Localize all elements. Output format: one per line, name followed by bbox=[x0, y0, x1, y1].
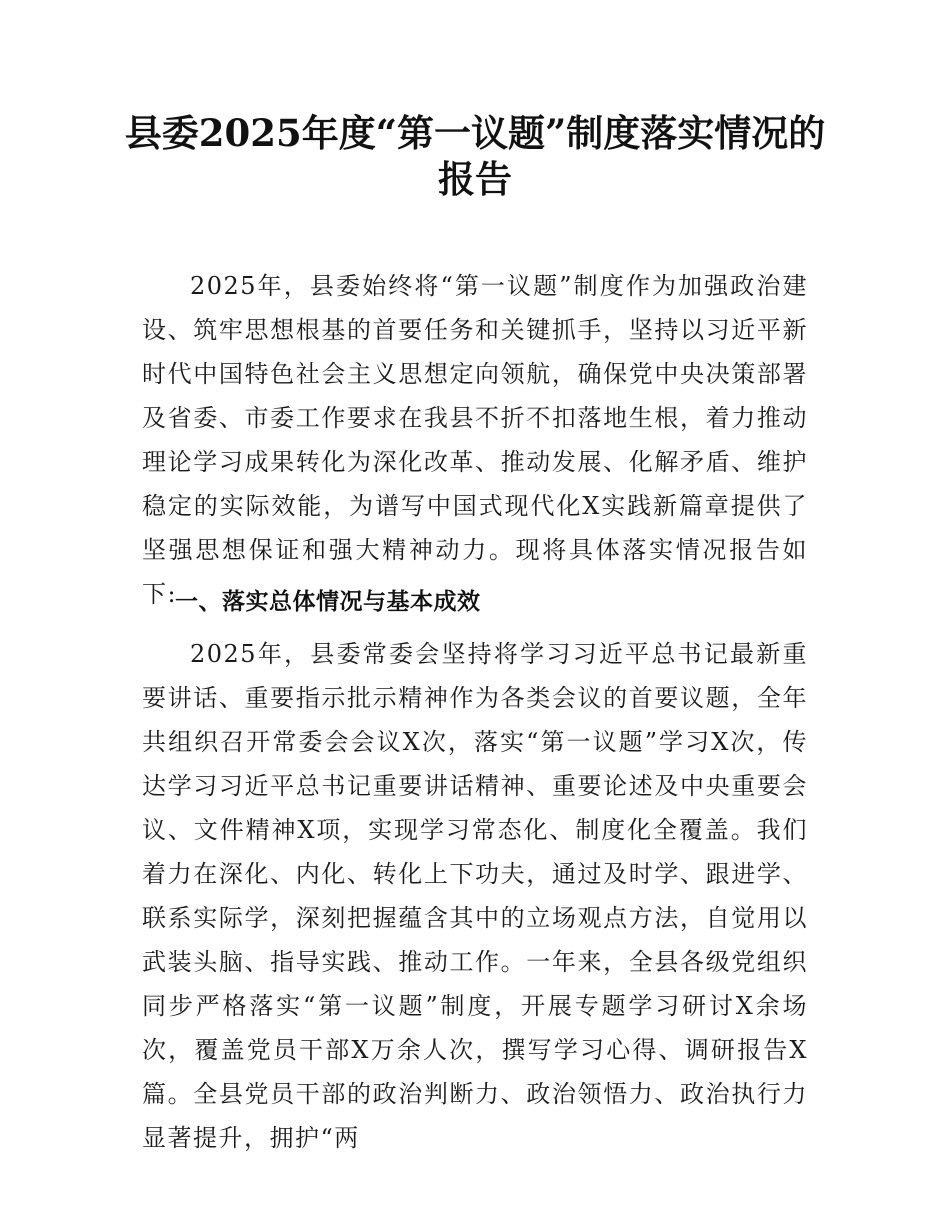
document-title bbox=[120, 110, 830, 202]
title-line-2: 报告 bbox=[438, 157, 512, 201]
title-line-1: 县委2025年度“第一议题”制度落实情况的 bbox=[124, 111, 826, 155]
section-1-heading: 一、落实总体情况与基本成效 bbox=[175, 589, 481, 615]
intro-paragraph: 2025年，县委始终将“第一议题”制度作为加强政治建设、筑牢思想根基的首要任务和关键抓手，坚持以习近平新时代中国特色社会主义思想定向领航，确保党中央决策部署及省委、市委工作要求在我县不折不扣落地生根，着力推动理论学习成果转化为深化改革、推动发展、化解矛盾、维护稳定的实际效能，为谱写中国式现代化X实践新篇章提供了坚强思想保证和强大精神动力。现将具体落实情况报告如下: bbox=[142, 272, 808, 608]
section-1-paragraph: 2025年，县委常委会坚持将学习习近平总书记最新重要讲话、重要指示批示精神作为各类会议的首要议题，全年共组织召开常委会会议X次，落实“第一议题”学习X次，传达学习习近平总书记重要讲话精神、重要论述及中央重要会议、文件精神X项，实现学习常态化、制度化全覆盖。我们着力在深化、内化、转化上下功夫，通过及时学、跟进学、联系实际学，深刻把握蕴含其中的立场观点方法，自觉用以武装头脑、指导实践、推动工作。一年来，全县各级党组织同步严格落实“第一议题”制度，开展专题学习研讨X余场次，覆盖党员干部X万余人次，撰写学习心得、调研报告X篇。全县党员干部的政治判断力、政治领悟力、政治执行力显著提升，拥护“两 bbox=[142, 640, 808, 1152]
